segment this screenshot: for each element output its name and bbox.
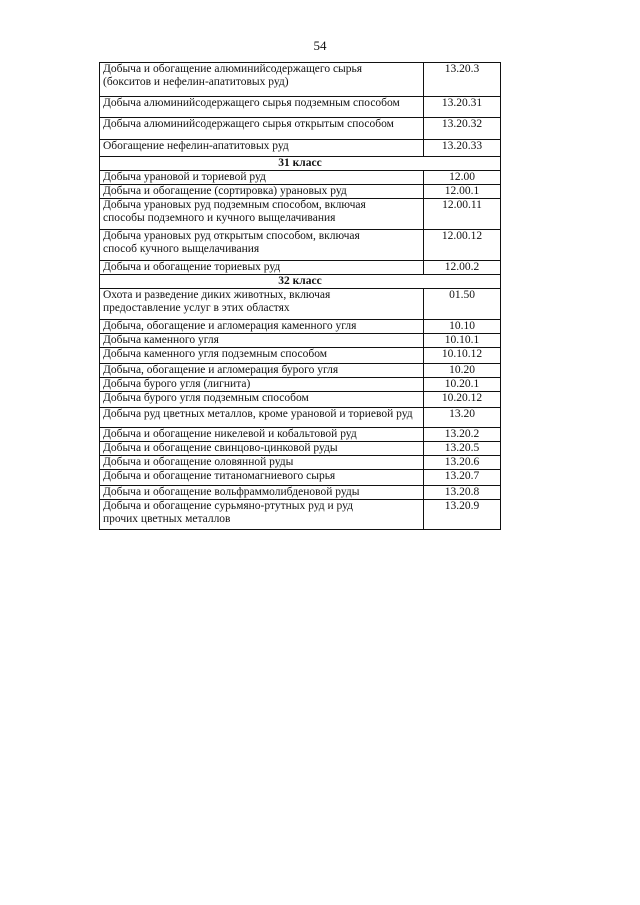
class-heading-row xyxy=(100,157,501,171)
activity-code: 13.20.31 xyxy=(424,97,501,118)
activity-code: 13.20.6 xyxy=(424,456,501,470)
table-row xyxy=(100,171,501,185)
activity-name-cell xyxy=(100,230,424,261)
activity-name-line: Добыча алюминийсодержащего сырья подземным способом xyxy=(103,97,400,109)
table-row xyxy=(100,428,501,442)
activity-name-cell xyxy=(100,456,424,470)
activity-name-cell xyxy=(100,185,424,199)
activity-name-line: Добыча алюминийсодержащего сырья открытым способом xyxy=(103,118,394,130)
activity-code: 13.20 xyxy=(424,408,501,428)
activity-name-line: Добыча и обогащение оловянной руды xyxy=(103,456,294,468)
activity-name-cell xyxy=(100,334,424,348)
activity-name-line: предоставление услуг в этих областях xyxy=(103,302,290,314)
table-row xyxy=(100,500,501,530)
activity-code: 12.00.12 xyxy=(424,230,501,261)
activity-code: 13.20.5 xyxy=(424,442,501,456)
activity-name-cell xyxy=(100,486,424,500)
activity-code: 12.00.1 xyxy=(424,185,501,199)
activity-name-cell xyxy=(100,442,424,456)
activity-name-line: Добыча и обогащение вольфраммолибденовой руды xyxy=(103,486,360,498)
table-row xyxy=(100,230,501,261)
activity-name-line: Добыча, обогащение и агломерация бурого угля xyxy=(103,364,339,376)
class-heading: 32 класс xyxy=(100,275,501,289)
table-row xyxy=(100,118,501,140)
activity-code: 10.10.1 xyxy=(424,334,501,348)
activity-code: 12.00.2 xyxy=(424,261,501,275)
activity-name-line: Добыча и обогащение сурьмяно-ртутных руд и руд xyxy=(103,500,353,512)
table-row xyxy=(100,334,501,348)
table-row xyxy=(100,442,501,456)
table-row xyxy=(100,456,501,470)
activity-code: 13.20.33 xyxy=(424,140,501,157)
activity-name-cell xyxy=(100,140,424,157)
activity-name-cell xyxy=(100,289,424,320)
activity-name-cell xyxy=(100,97,424,118)
activity-name-line: прочих цветных металлов xyxy=(103,513,231,525)
activity-name-line: (бокситов и нефелин-апатитовых руд) xyxy=(103,76,289,88)
activity-code: 13.20.9 xyxy=(424,500,501,530)
activity-name-line: Добыча бурого угля (лигнита) xyxy=(103,378,251,390)
activity-code: 12.00.11 xyxy=(424,199,501,230)
activity-code: 13.20.32 xyxy=(424,118,501,140)
activity-name-line: Добыча и обогащение титаномагниевого сырья xyxy=(103,470,336,482)
table-row xyxy=(100,320,501,334)
activity-name-line: Добыча и обогащение свинцово-цинковой руды xyxy=(103,442,338,454)
activity-name-cell xyxy=(100,392,424,408)
table-body xyxy=(100,63,501,530)
activity-name-line: Добыча и обогащение (сортировка) урановых руд xyxy=(103,185,347,197)
activity-name-cell xyxy=(100,320,424,334)
class-heading: 31 класс xyxy=(100,157,501,171)
activity-name-cell xyxy=(100,199,424,230)
activity-name-line: способ кучного выщелачивания xyxy=(103,243,260,255)
activity-name-cell xyxy=(100,63,424,97)
table-row xyxy=(100,63,501,97)
activity-code: 13.20.2 xyxy=(424,428,501,442)
activity-name-cell xyxy=(100,348,424,364)
table-row xyxy=(100,289,501,320)
table-row xyxy=(100,408,501,428)
table-row xyxy=(100,199,501,230)
table-row xyxy=(100,97,501,118)
activity-name-line: Обогащение нефелин-апатитовых руд xyxy=(103,140,289,152)
table-row xyxy=(100,185,501,199)
activity-name-cell xyxy=(100,470,424,486)
table-row xyxy=(100,348,501,364)
table-row xyxy=(100,486,501,500)
table-row xyxy=(100,378,501,392)
table-row xyxy=(100,470,501,486)
activity-name-cell xyxy=(100,378,424,392)
table-row xyxy=(100,261,501,275)
activity-name-line: Добыча урановой и ториевой руд xyxy=(103,171,266,183)
activity-code: 10.20 xyxy=(424,364,501,378)
activity-name-cell xyxy=(100,118,424,140)
activity-name-cell xyxy=(100,408,424,428)
activity-name-cell xyxy=(100,428,424,442)
activity-name-line: Добыча урановых руд подземным способом, включая xyxy=(103,199,366,211)
activity-name-cell xyxy=(100,500,424,530)
activity-code: 10.20.1 xyxy=(424,378,501,392)
activity-code: 13.20.8 xyxy=(424,486,501,500)
activity-name-line: Добыча урановых руд открытым способом, включая xyxy=(103,230,360,242)
activity-codes-table xyxy=(99,62,501,530)
activity-name-cell xyxy=(100,364,424,378)
activity-name-line: Добыча бурого угля подземным способом xyxy=(103,392,309,404)
activity-code: 13.20.3 xyxy=(424,63,501,97)
class-heading-row xyxy=(100,275,501,289)
activity-code: 12.00 xyxy=(424,171,501,185)
activity-code: 01.50 xyxy=(424,289,501,320)
activity-name-line: Добыча каменного угля xyxy=(103,334,219,346)
activity-code: 13.20.7 xyxy=(424,470,501,486)
activity-code: 10.20.12 xyxy=(424,392,501,408)
activity-name-line: Добыча руд цветных металлов, кроме урановой и ториевой руд xyxy=(103,408,413,420)
activity-name-line: Охота и разведение диких животных, включая xyxy=(103,289,331,301)
activity-name-line: Добыча и обогащение алюминийсодержащего сырья xyxy=(103,63,363,75)
table-row xyxy=(100,140,501,157)
table-row xyxy=(100,364,501,378)
activity-name-line: Добыча и обогащение ториевых руд xyxy=(103,261,281,273)
activity-name-line: Добыча и обогащение никелевой и кобальтовой руд xyxy=(103,428,357,440)
activity-name-line: способы подземного и кучного выщелачивания xyxy=(103,212,336,224)
activity-name-cell xyxy=(100,171,424,185)
activity-code: 10.10.12 xyxy=(424,348,501,364)
activity-name-line: Добыча, обогащение и агломерация каменного угля xyxy=(103,320,357,332)
table-row xyxy=(100,392,501,408)
activity-name-line: Добыча каменного угля подземным способом xyxy=(103,348,328,360)
page-number: 54 xyxy=(313,38,327,53)
activity-code: 10.10 xyxy=(424,320,501,334)
activity-name-cell xyxy=(100,261,424,275)
